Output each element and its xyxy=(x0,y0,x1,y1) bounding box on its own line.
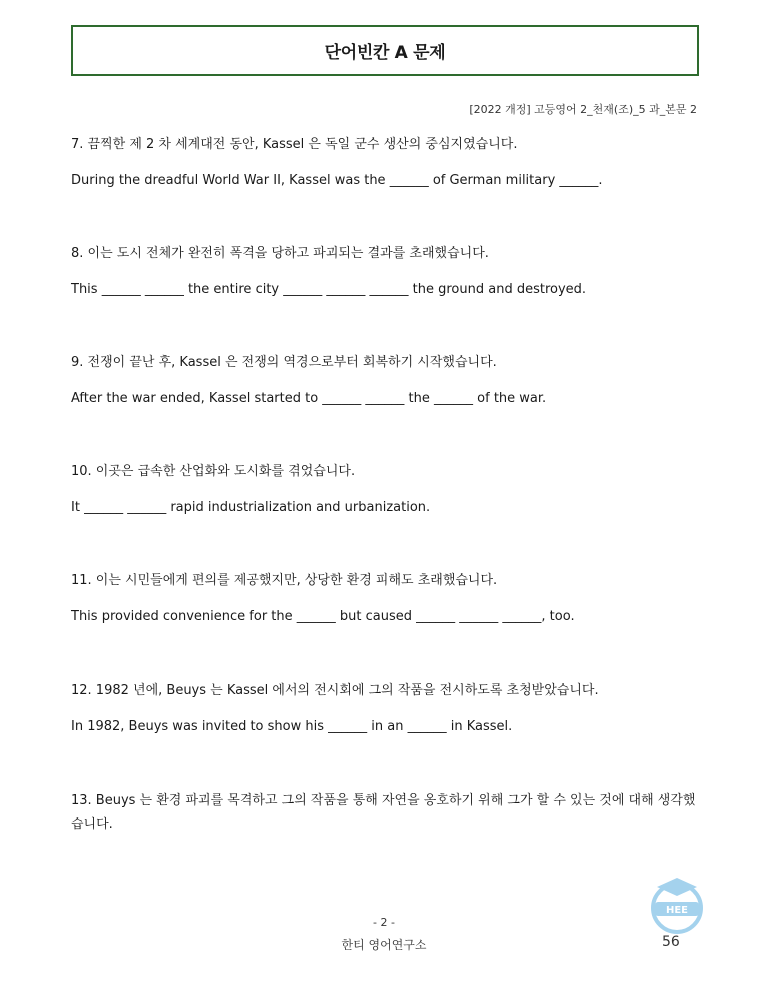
question-korean: 7. 끔찍한 제 2 차 세계대전 동안, Kassel 은 독일 군수 생산의 중심지였습니다. xyxy=(71,137,518,152)
question-8 xyxy=(71,242,699,302)
question-10 xyxy=(71,460,699,520)
question-korean: 9. 전쟁이 끝난 후, Kassel 은 전쟁의 역경으로부터 회복하기 시작했습니다. xyxy=(71,355,497,370)
question-english: This ______ ______ the entire city ______ ______ ______ the ground and destroyed. xyxy=(71,282,587,297)
question-english: During the dreadful World War II, Kassel was the ______ of German military ______. xyxy=(71,173,603,188)
question-7 xyxy=(71,133,699,193)
question-9 xyxy=(71,351,699,411)
question-13 xyxy=(71,789,699,837)
question-korean: 11. 이는 시민들에게 편의를 제공했지만, 상당한 환경 피해도 초래했습니다. xyxy=(71,573,498,588)
page-label: - 2 - xyxy=(373,916,395,929)
question-korean: 10. 이곳은 급속한 산업화와 도시화를 겪었습니다. xyxy=(71,464,356,479)
question-korean: 12. 1982 년에, Beuys 는 Kassel 에서의 전시회에 그의 작품을 전시하도록 초청받았습니다. xyxy=(71,683,599,698)
question-korean: 13. Beuys 는 환경 파괴를 목격하고 그의 작품을 통해 자연을 옹호하기 위해 그가 할 수 있는 것에 대해 생각했습니다. xyxy=(71,793,696,832)
question-12 xyxy=(71,679,699,739)
question-11 xyxy=(71,569,699,629)
question-english: It ______ ______ rapid industrialization and urbanization. xyxy=(71,500,431,515)
organization-name: 한티 영어연구소 xyxy=(341,938,427,952)
question-english: After the war ended, Kassel started to ______ ______ the ______ of the war. xyxy=(71,391,547,406)
title-box xyxy=(71,25,699,76)
page-number: 56 xyxy=(662,934,680,950)
source-label: [2022 개정] 고등영어 2_천재(조)_5 과_본문 2 xyxy=(469,103,697,116)
logo-text: HEE xyxy=(665,905,689,916)
question-english: This provided convenience for the ______ but caused ______ ______ ______, too. xyxy=(71,609,575,624)
question-korean: 8. 이는 도시 전체가 완전히 폭격을 당하고 파괴되는 결과를 초래했습니다. xyxy=(71,246,489,261)
question-english: In 1982, Beuys was invited to show his ______ in an ______ in Kassel. xyxy=(71,719,513,734)
page-title: 단어빈칸 A 문제 xyxy=(324,43,446,63)
